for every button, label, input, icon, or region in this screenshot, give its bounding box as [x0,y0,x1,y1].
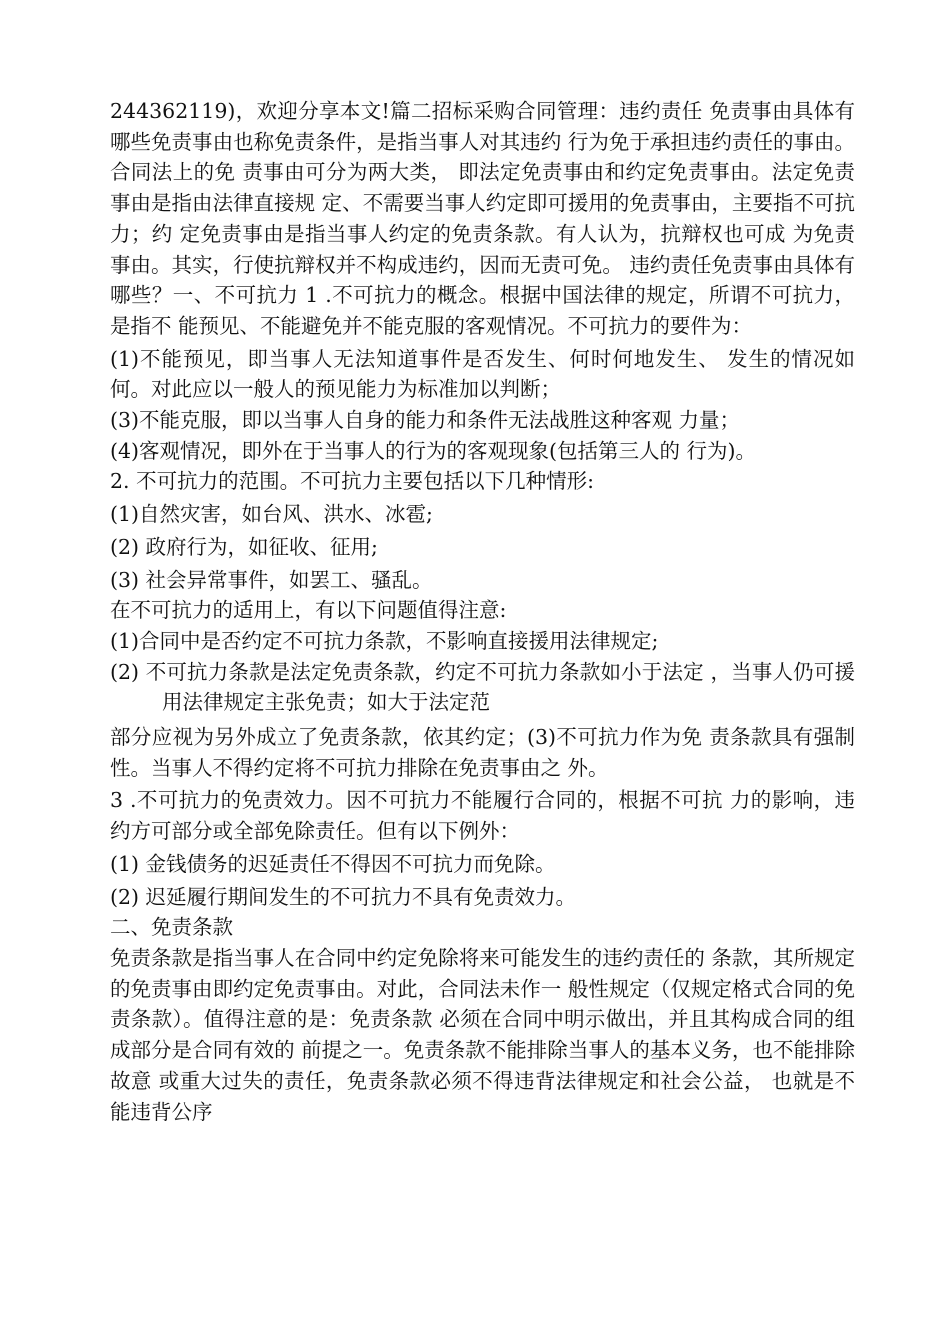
paragraph-exemption-clause: 免责条款是指当事人在合同中约定免除将来可能发生的违约责任的 条款，其所规定的免责事由即约定免责事由。对此，合同法未作一 般性规定（仅规定格式合同的免责条款）。值得注意的是：免责条款 必须在合同中明示做出，并且其构成合同的组成部分是合同有效的 前提之一。免责条款不能排除当事人的基本义务，也不能排除故意 或重大过失的责任，免责条款必须不得违背法律规定和社会公益， 也就是不能违背公序 [110,945,855,1124]
paragraph-exception-1: (1) 金钱债务的迟延责任不得因不可抗力而免除。 [110,851,556,876]
paragraph-item-3: (3)不能克服，即以当事人自身的能力和条件无法战胜这种客观 力量； [110,408,741,433]
document-page [110,96,855,1127]
paragraph-note-2-continued: 部分应视为另外成立了免责条款，依其约定；(3)不可抗力作为免 责条款具有强制性。当事人不得约定将不可抗力排除在免责事由之 外。 [110,725,855,780]
paragraph-scope-item-3: (3) 社会异常事件，如罢工、骚乱。 [110,567,433,592]
paragraph-scope-heading: 2. 不可抗力的范围。不可抗力主要包括以下几种情形: [110,469,594,494]
paragraph-notes-heading: 在不可抗力的适用上，有以下问题值得注意: [110,598,507,623]
paragraph-scope-item-2: (2) 政府行为，如征收、征用; [110,534,378,559]
paragraph-intro: 244362119)，欢迎分享本文!篇二招标采购合同管理：违约责任 免责事由具体有哪些免责事由也称免责条件，是指当事人对其违约 行为免于承担违约责任的事由。合同法上的免 责事由可分为两大类， 即法定免责事由和约定免责事由。法定免责事由是指由法律直接规 定、不需要当事人约定即可援用的免责事由，主要指不可抗力；约 定免责事由是指当事人约定的免责条款。有人认为，抗辩权也可成 为免责事由。其实，行使抗辩权并不构成违约，因而无责可免。 违约责任免责事由具体有哪些？一、不可抗力 1 .不可抗力的概念。根据中国法律的规定，所谓不可抗力，是指不 能预见、不能避免并不能克服的客观情况。不可抗力的要件为： [110,99,855,338]
paragraph-note-2: (2) 不可抗力条款是法定免责条款，约定不可抗力条款如小于法定 ，当事人仍可援用法律规定主张免责；如大于法定范 [110,659,855,715]
paragraph-exception-2: (2) 迟延履行期间发生的不可抗力不具有免责效力。 [110,884,577,909]
section-heading-exemption-clause: 二、免责条款 [110,915,233,940]
paragraph-effect-heading: 3 .不可抗力的免责效力。因不可抗力不能履行合同的，根据不可抗 力的影响，违约方可部分或全部免除责任。但有以下例外： [110,788,855,844]
paragraph-item-1: (1)不能预见，即当事人无法知道事件是否发生、何时何地发生、 发生的情况如何。对此应以一般人的预见能力为标准加以判断； [110,346,855,402]
paragraph-item-4: (4)客观情况，即外在于当事人的行为的客观现象(包括第三人的 行为)。 [110,438,757,463]
paragraph-note-1: (1)合同中是否约定不可抗力条款，不影响直接援用法律规定; [110,628,659,653]
paragraph-scope-item-1: (1)自然灾害，如台风、洪水、冰雹; [110,502,433,527]
